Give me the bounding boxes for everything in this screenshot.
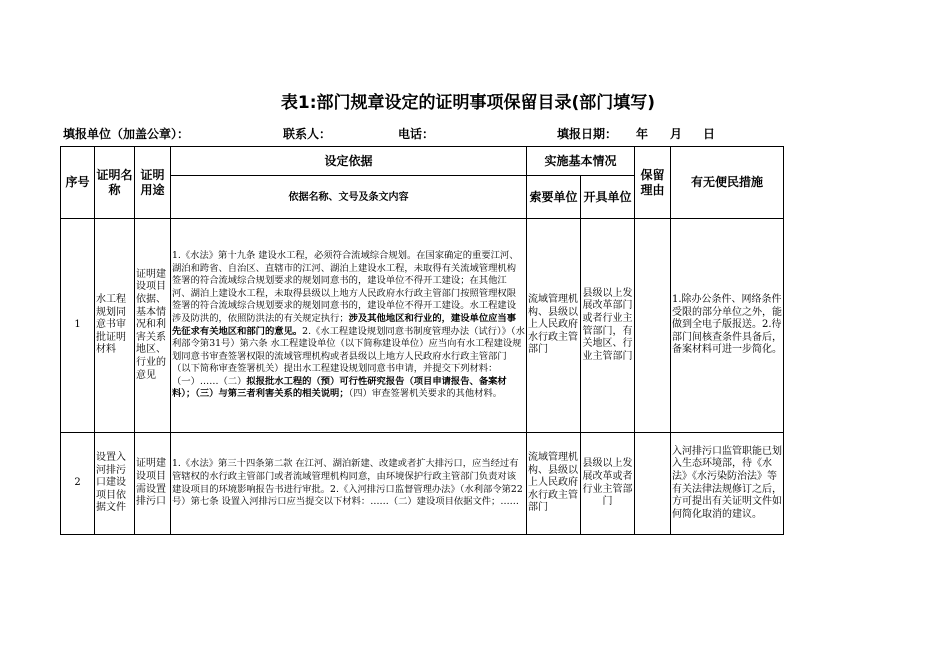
header-name: 证明名称 (95, 147, 135, 219)
row-use: 证明建设项目需设置排污口 (135, 433, 171, 535)
header-seq: 序号 (61, 147, 95, 219)
page-title: 表1:部门规章设定的证明事项保留目录(部门填写) (280, 93, 656, 113)
row-seq: 1 (61, 219, 95, 433)
basis-segment-bold: 涉及其他地区和行业的，建设单位应当事先征求有关地区和部门的意见。 (172, 312, 517, 337)
phone-label: 电话： (398, 127, 435, 141)
row-reason (635, 433, 671, 535)
basis-segment: （四）审查签署机关要求的其他材料。 (348, 388, 503, 400)
row-use: 证明建设项目依据、基本情况和利害关系地区、行业的意见 (135, 219, 171, 433)
row-reason (635, 219, 671, 433)
table-row (61, 433, 784, 535)
row-request-unit: 流域管理机构、县级以上人民政府水行政主管部门 (527, 433, 581, 535)
date-day: 日 (703, 127, 716, 141)
row-measures: 1.除办公条件、网络条件受限的部分单位之外，能做到全电子版报送。2.待部门间核查条件具备后，备案材料可进一步简化。 (671, 219, 784, 433)
header-impl-group: 实施基本情况 (527, 147, 635, 176)
row-issue-unit: 县级以上发展改革部门或者行业主管部门，有关地区、行业主管部门 (581, 219, 635, 433)
header-use: 证明用途 (135, 147, 171, 219)
unit-label: 填报单位（加盖公章）： (63, 127, 190, 141)
header-request-unit: 索要单位 (527, 176, 581, 219)
row-basis (171, 219, 527, 433)
header-issue-unit: 开具单位 (581, 176, 635, 219)
table-row (61, 219, 784, 433)
contact-label: 联系人： (283, 127, 332, 141)
header-measures: 有无便民措施 (671, 147, 784, 219)
header-basis-sub: 依据名称、文号及条文内容 (171, 176, 527, 219)
basis-segment-bold: 拟报批水工程的（预）可行性研究报告（项目申请报告、备案材料）；（三）与第三者利害关系的相关说明； (172, 375, 507, 400)
header-reason: 保留理由 (635, 147, 671, 219)
row-basis (171, 433, 527, 535)
header-basis-group: 设定依据 (171, 147, 527, 176)
basis-segment: 2.《水工程建设规划同意书制度管理办法（试行）》（水利部令第31号）第六条 水工程建设单位（以下简称建设单位）应当向有水工程建设规划同意书审查签署权限的流域管理机构或者县级以上地方人民政府水行政主管部门（以下简称审查签署机关）提出水工程建设规划同意书申请，并提交下列材料：（一）……（二） (172, 325, 525, 387)
date-year: 年 (636, 127, 649, 141)
basis-segment: 1.《水法》第三十四条第二款 在江河、湖泊新建、改建或者扩大排污口，应当经过有管辖权的水行政主管部门或者流域管理机构同意，由环境保护行政主管部门负责对该建设项目的环境影响报告书进行审批。2.《入河排污口监督管理办法》（水利部令第22号）第七条 设置入河排污口应当提交以下材料：……（二）建设项目依据文件；…… (172, 458, 523, 508)
row-request-unit: 流域管理机构、县级以上人民政府水行政主管部门 (527, 219, 581, 433)
row-issue-unit: 县级以上发展改革或者行业主管部门 (581, 433, 635, 535)
date-month: 月 (670, 127, 683, 141)
row-name: 设置入河排污口建设项目依据文件 (95, 433, 135, 535)
row-measures: 入河排污口监管职能已划入生态环境部，待《水法》《水污染防治法》等有关法律法规修订之后，方可提出有关证明文件如何简化取消的建议。 (671, 433, 784, 535)
date-label: 填报日期： (557, 127, 618, 141)
basis-segment: 1.《水法》第十九条 建设水工程，必须符合流域综合规划。在国家确定的重要江河、湖泊和跨省、自治区、直辖市的江河、湖泊上建设水工程，未取得有关流域管理机构签署的符合流域综合规划要求的规划同意书的，建设单位不得开工建设；在其他江河、湖泊上建设水工程，未取得县级以上地方人民政府水行政主管部门按照管理权限签署的符合流域综合规划要求的规划同意书的，建设单位不得开工建设。水工程建设涉及防洪的，依照防洪法的有关规定执行； (172, 249, 519, 324)
row-name: 水工程规划同意书审批证明材料 (95, 219, 135, 433)
retention-table (60, 146, 784, 535)
row-seq: 2 (61, 433, 95, 535)
